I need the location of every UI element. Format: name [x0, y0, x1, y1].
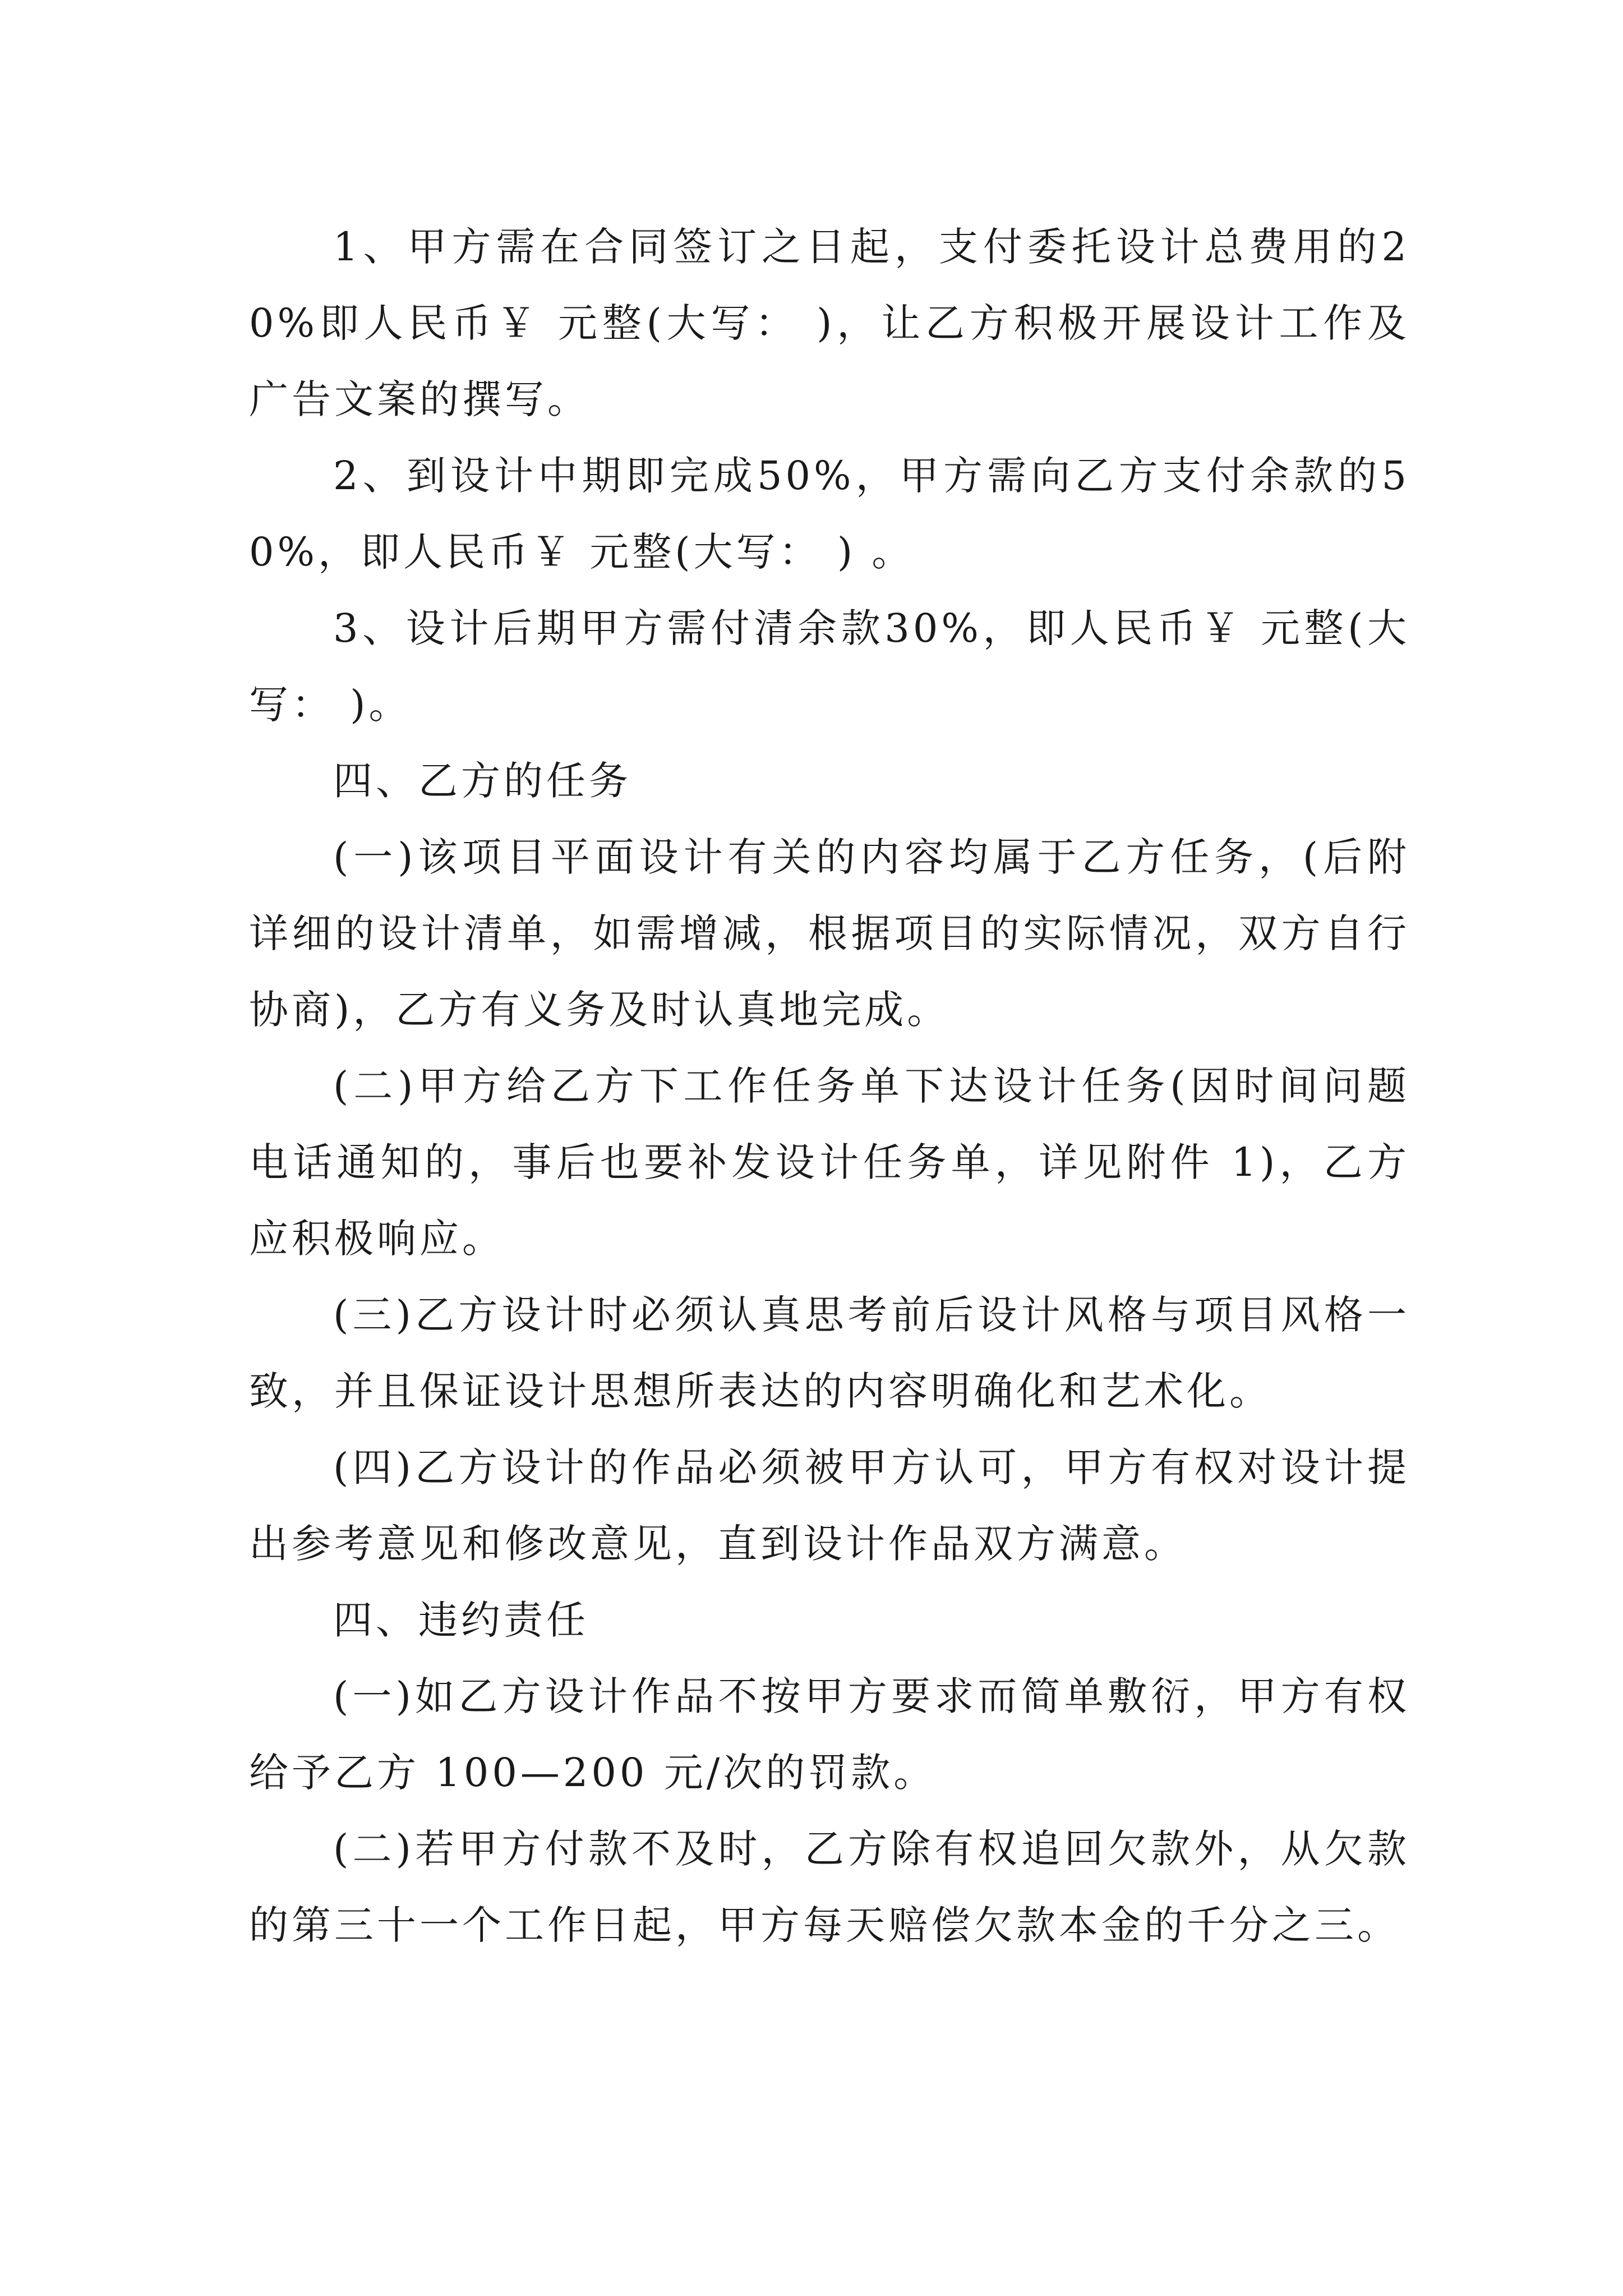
section-heading-liability: 四、违约责任: [333, 1597, 589, 1643]
task-clause-1: (一)该项目平面设计有关的内容均属于乙方任务，(后附详细的设计清单，如需增减，根据项目的实际情况，双方自行协商)，乙方有义务及时认真地完成。: [249, 834, 1410, 1033]
task-clause-3: (三)乙方设计时必须认真思考前后设计风格与项目风格一致，并且保证设计思想所表达的内容明确化和艺术化。: [249, 1292, 1410, 1414]
liability-clause-2: (二)若甲方付款不及时，乙方除有权追回欠款外，从欠款的第三十一个工作日起，甲方每天赔偿欠款本金的千分之三。: [249, 1826, 1410, 1948]
document-body: [249, 209, 1410, 1963]
task-clause-4: (四)乙方设计的作品必须被甲方认可，甲方有权对设计提出参考意见和修改意见，直到设计作品双方满意。: [249, 1444, 1410, 1567]
payment-clause-3: 3、设计后期甲方需付清余款30%，即人民币￥ 元整(大写： )。: [249, 605, 1410, 728]
section-heading-party-b-tasks: 四、乙方的任务: [333, 758, 631, 804]
task-clause-2: (二)甲方给乙方下工作任务单下达设计任务(因时间问题电话通知的，事后也要补发设计任务单，详见附件 1)，乙方应积极响应。: [249, 1063, 1410, 1262]
payment-clause-2: 2、到设计中期即完成50%，甲方需向乙方支付余款的50%，即人民币￥ 元整(大写： ) 。: [249, 453, 1410, 575]
payment-clause-1: 1、甲方需在合同签订之日起，支付委托设计总费用的20%即人民币￥ 元整(大写： )，让乙方积极开展设计工作及广告文案的撰写。: [249, 224, 1410, 422]
liability-clause-1: (一)如乙方设计作品不按甲方要求而简单敷衍，甲方有权给予乙方 100—200 元/次的罚款。: [249, 1673, 1410, 1796]
